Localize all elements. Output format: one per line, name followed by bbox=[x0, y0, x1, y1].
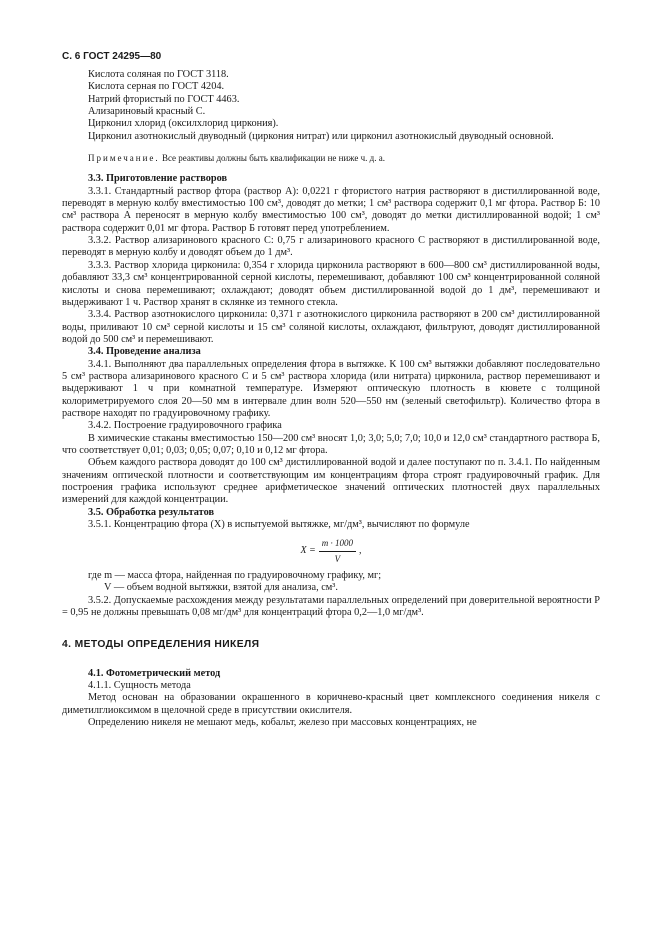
reagent-item: Ализариновый красный С. bbox=[88, 106, 206, 118]
section-title: 4. МЕТОДЫ ОПРЕДЕЛЕНИЯ НИКЕЛЯ bbox=[62, 639, 260, 651]
note-label: Примечание. bbox=[88, 153, 160, 164]
paragraph: 4.1.1. Сущность метода bbox=[88, 680, 191, 692]
paragraph: 3.4.2. Построение градуировочного графика bbox=[88, 420, 282, 432]
section-heading: 3.4. Проведение анализа bbox=[88, 346, 201, 358]
section-heading: 3.5. Обработка результатов bbox=[88, 506, 215, 518]
formula-fraction bbox=[319, 537, 356, 565]
section-heading: 3.3. Приготовление растворов bbox=[88, 173, 228, 185]
paragraph: 3.5.1. Концентрацию фтора (X) в испытуемой вытяжке, мг/дм³, вычисляют по формуле bbox=[88, 519, 470, 531]
document-body bbox=[62, 69, 600, 730]
formula-numerator: m · 1000 bbox=[319, 537, 356, 551]
section-heading: 4.1. Фотометрический метод bbox=[88, 667, 221, 679]
paragraph: 3.5.2. Допускаемые расхождения между результатами параллельных определений при доверительной вероятности P = 0,95 не должны превышать 0,08 мг/дм³ для концентраций фтора 0,2—1,0 мг/дм³. bbox=[62, 594, 600, 619]
formula-denominator: V bbox=[334, 553, 341, 564]
paragraph: Объем каждого раствора доводят до 100 см³ дистиллированной водой и далее поступают по п. 3.4.1. По найденным значениям оптической плотности и соответствующим им концентрациям фтора строят градуировочный график. Для построения графика используют среднее арифметическое значений оптических плотностей двух параллельных измерений для каждой концентрации. bbox=[62, 457, 600, 506]
reagent-item: Цирконил азотнокислый двуводный (циркония нитрат) или цирконил азотнокислый двуводный основной. bbox=[88, 130, 554, 142]
formula-tail: , bbox=[359, 545, 362, 557]
paragraph: 3.4.1. Выполняют два параллельных определения фтора в вытяжке. К 100 см³ вытяжки добавляют последовательно 5 см³ раствора ализаринового красного С и 5 см³ раствора хлорида (или нитрата) цирконила, раствор перемешивают и выдерживают 1 ч при комнатной температуре. Измеряют оптическую плотность в кювете с толщиной колориметрируемого слоя 20—50 мм в интервале длин волн 520—550 нм (зеленый светофильтр). Количество фтора в растворе находят по градуировочному графику. bbox=[62, 358, 600, 419]
formula-where-m: где m — масса фтора, найденная по градуировочному графику, мг; bbox=[88, 570, 382, 582]
reagent-item: Натрий фтористый по ГОСТ 4463. bbox=[88, 93, 240, 105]
paragraph: В химические стаканы вместимостью 150—200 см³ вносят 1,0; 3,0; 5,0; 7,0; 10,0 и 12,0 см³ стандартного раствора Б, что соответствует 0,01; 0,03; 0,05; 0,07; 0,10 и 0,12 мг фтора. bbox=[62, 432, 600, 456]
formula-lhs: X = bbox=[300, 545, 316, 557]
note bbox=[62, 152, 600, 164]
formula-where-v: V — объем водной вытяжки, взятой для анализа, см³. bbox=[104, 582, 338, 594]
reagent-item: Цирконил хлорид (оксилхлорид циркония). bbox=[88, 118, 279, 130]
reagent-item: Кислота серная по ГОСТ 4204. bbox=[88, 81, 225, 93]
note-text: Все реактивы должны быть квалификации не ниже ч. д. а. bbox=[159, 153, 385, 164]
paragraph: Определению никеля не мешают медь, кобальт, железо при массовых концентрациях, не bbox=[88, 717, 477, 729]
reagent-item: Кислота соляная по ГОСТ 3118. bbox=[88, 69, 229, 80]
formula bbox=[62, 537, 600, 565]
page-header: С. 6 ГОСТ 24295—80 bbox=[62, 51, 162, 62]
paragraph: 3.3.1. Стандартный раствор фтора (раствор А): 0,0221 г фтористого натрия растворяют в дистиллированной воде, переводят в мерную колбу вместимостью 100 см³, доводят до метки; 1 см³ раствора содержит 0,1 мг фтора. Раствор Б: 10 см³ раствора А переносят в мерную колбу вместимостью 100 см³, доводят до метки дистиллированной водой; 1 см³ раствора содержит 0,01 мг фтора. Раствор Б готовят перед употреблением. bbox=[62, 185, 600, 234]
paragraph: 3.3.2. Раствор ализаринового красного С: 0,75 г ализаринового красного С растворяют в дистиллированной воде, переводят в мерную колбу и доводят объем до 1 дм³. bbox=[62, 235, 600, 259]
paragraph: Метод основан на образовании окрашенного в коричнево-красный цвет комплексного соединения никеля с диметилглиоксимом в щелочной среде в присутствии окислителя. bbox=[62, 692, 600, 716]
paragraph: 3.3.3. Раствор хлорида цирконила: 0,354 г хлорида цирконила растворяют в 600—800 см³ дистиллированной воды, добавляют 33,3 см³ концентрированной серной кислоты, перемешивают, добавляют 100 см³ концентрированной соляной кислоты и снова перемешивают; охлаждают; доводят объем дистиллированной водой до 1 дм³, перемешивают и выдерживают 1 ч. Раствор хранят в склянке из темного стекла. bbox=[62, 259, 600, 308]
paragraph: 3.3.4. Раствор азотнокислого цирконила: 0,371 г азотнокислого цирконила растворяют в 200 см³ дистиллированной воды, приливают 10 см³ серной кислоты и 15 см³ соляной кислоты, охлаждают, фильтруют, доводят дистиллированной водой до 500 см³ и перемешивают. bbox=[62, 309, 600, 345]
